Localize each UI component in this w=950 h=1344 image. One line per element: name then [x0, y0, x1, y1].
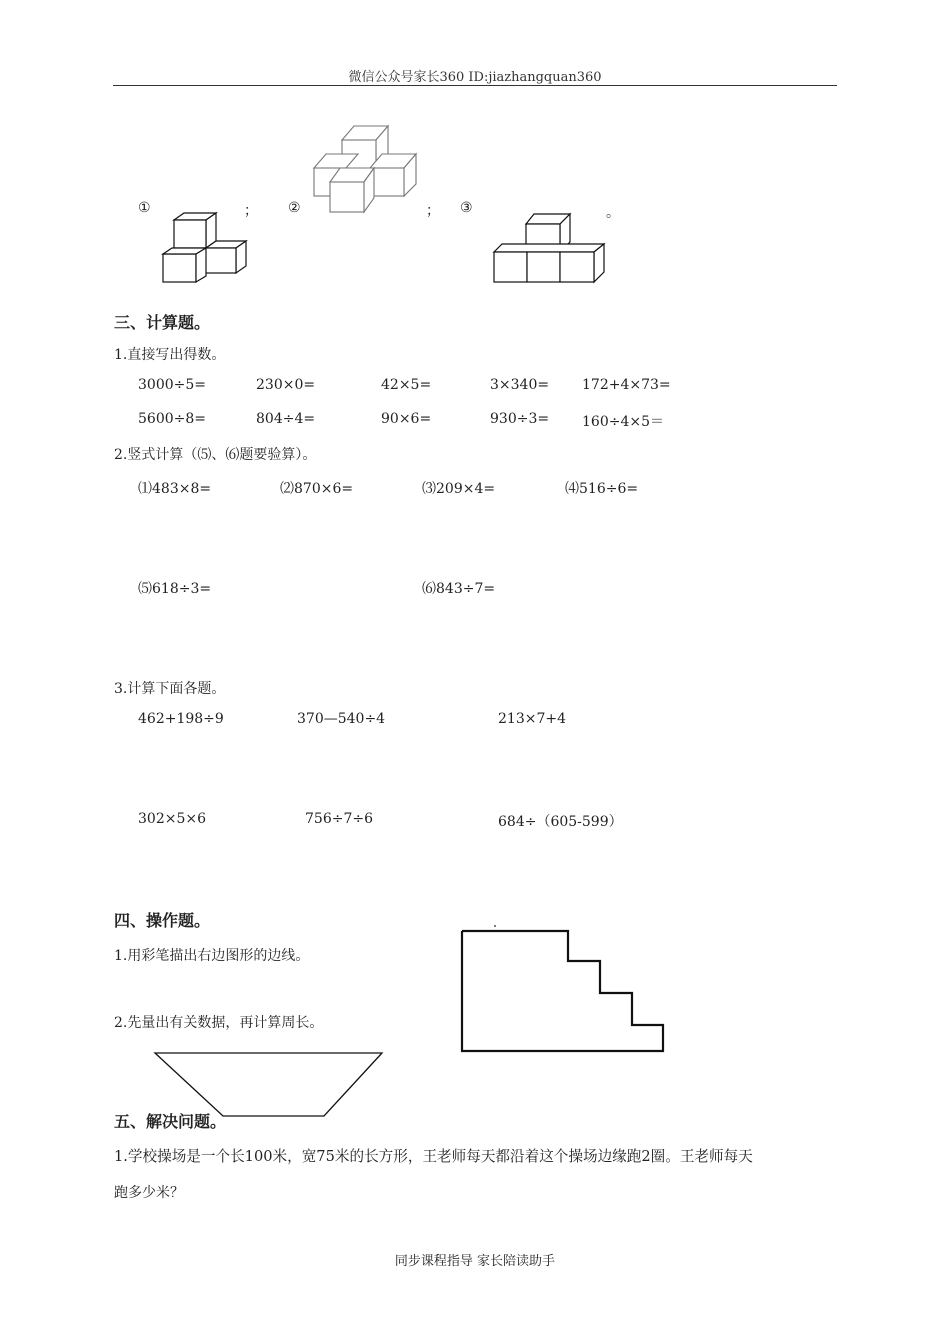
q1-expr: 3000÷5=	[138, 377, 206, 393]
section-4-title: 四、操作题。	[114, 911, 211, 930]
q1-expr: 172+4×73=	[582, 377, 671, 393]
operation-q1: 1.用彩笔描出右边图形的边线。	[114, 948, 310, 964]
figure-label-1: ①	[138, 200, 151, 216]
q2-expr: ⑶209×4=	[422, 481, 496, 497]
q3-expr: 302×5×6	[138, 811, 206, 827]
q1-expr: 42×5=	[381, 377, 432, 393]
q1-expr: 5600÷8=	[138, 411, 206, 427]
section-3-title: 三、计算题。	[114, 313, 211, 332]
page-header: 微信公众号家长360 ID:jiazhangquan360	[348, 70, 602, 85]
cube-figure-2	[310, 122, 422, 214]
q3-expr: 684÷（605-599）	[498, 814, 623, 830]
header-divider	[113, 85, 837, 86]
q1-expr: 930÷3=	[490, 411, 550, 427]
q3-expr: 370—540÷4	[297, 711, 386, 727]
problem-1-line-2: 跑多少米？	[114, 1185, 184, 1201]
q2-expr: ⑹843÷7=	[422, 581, 496, 597]
q1-title: 1.直接写出得数。	[114, 347, 226, 363]
q3-expr: 462+198÷9	[138, 711, 224, 727]
q1-expr: 160÷4×5＝	[582, 414, 664, 430]
figure-label-2: ②	[288, 200, 301, 216]
q2-expr: ⑷516÷6=	[565, 481, 639, 497]
operation-q2: 2.先量出有关数据，再计算周长。	[114, 1015, 324, 1031]
q3-expr: 756÷7÷6	[305, 811, 373, 827]
cube-figure-3	[490, 210, 608, 286]
q1-expr: 804÷4=	[256, 411, 316, 427]
q1-expr: 230×0=	[256, 377, 316, 393]
figure-separator-1: ；	[244, 203, 258, 219]
q3-expr: 213×7+4	[498, 711, 566, 727]
q1-expr: 3×340=	[490, 377, 550, 393]
q1-expr: 90×6=	[381, 411, 432, 427]
q2-title: 2.竖式计算（⑸、⑹题要验算）。	[114, 447, 317, 463]
q2-expr: ⑴483×8=	[138, 481, 212, 497]
problem-1-line-1: 1.学校操场是一个长100米，宽75米的长方形，王老师每天都沿着这个操场边缘跑2圈。王老师每天	[114, 1148, 753, 1165]
figure-separator-2: ；	[426, 203, 440, 219]
figure-end-mark: 。	[606, 205, 620, 221]
page-footer: 同步课程指导 家长陪读助手	[394, 1254, 556, 1269]
section-5-title: 五、解决问题。	[114, 1112, 227, 1131]
cube-figure-1	[160, 210, 250, 286]
staircase-figure	[455, 920, 675, 1060]
q2-expr: ⑸618÷3=	[138, 581, 212, 597]
figure-label-3: ③	[460, 200, 473, 216]
q2-expr: ⑵870×6=	[280, 481, 354, 497]
q3-title: 3.计算下面各题。	[114, 681, 226, 697]
